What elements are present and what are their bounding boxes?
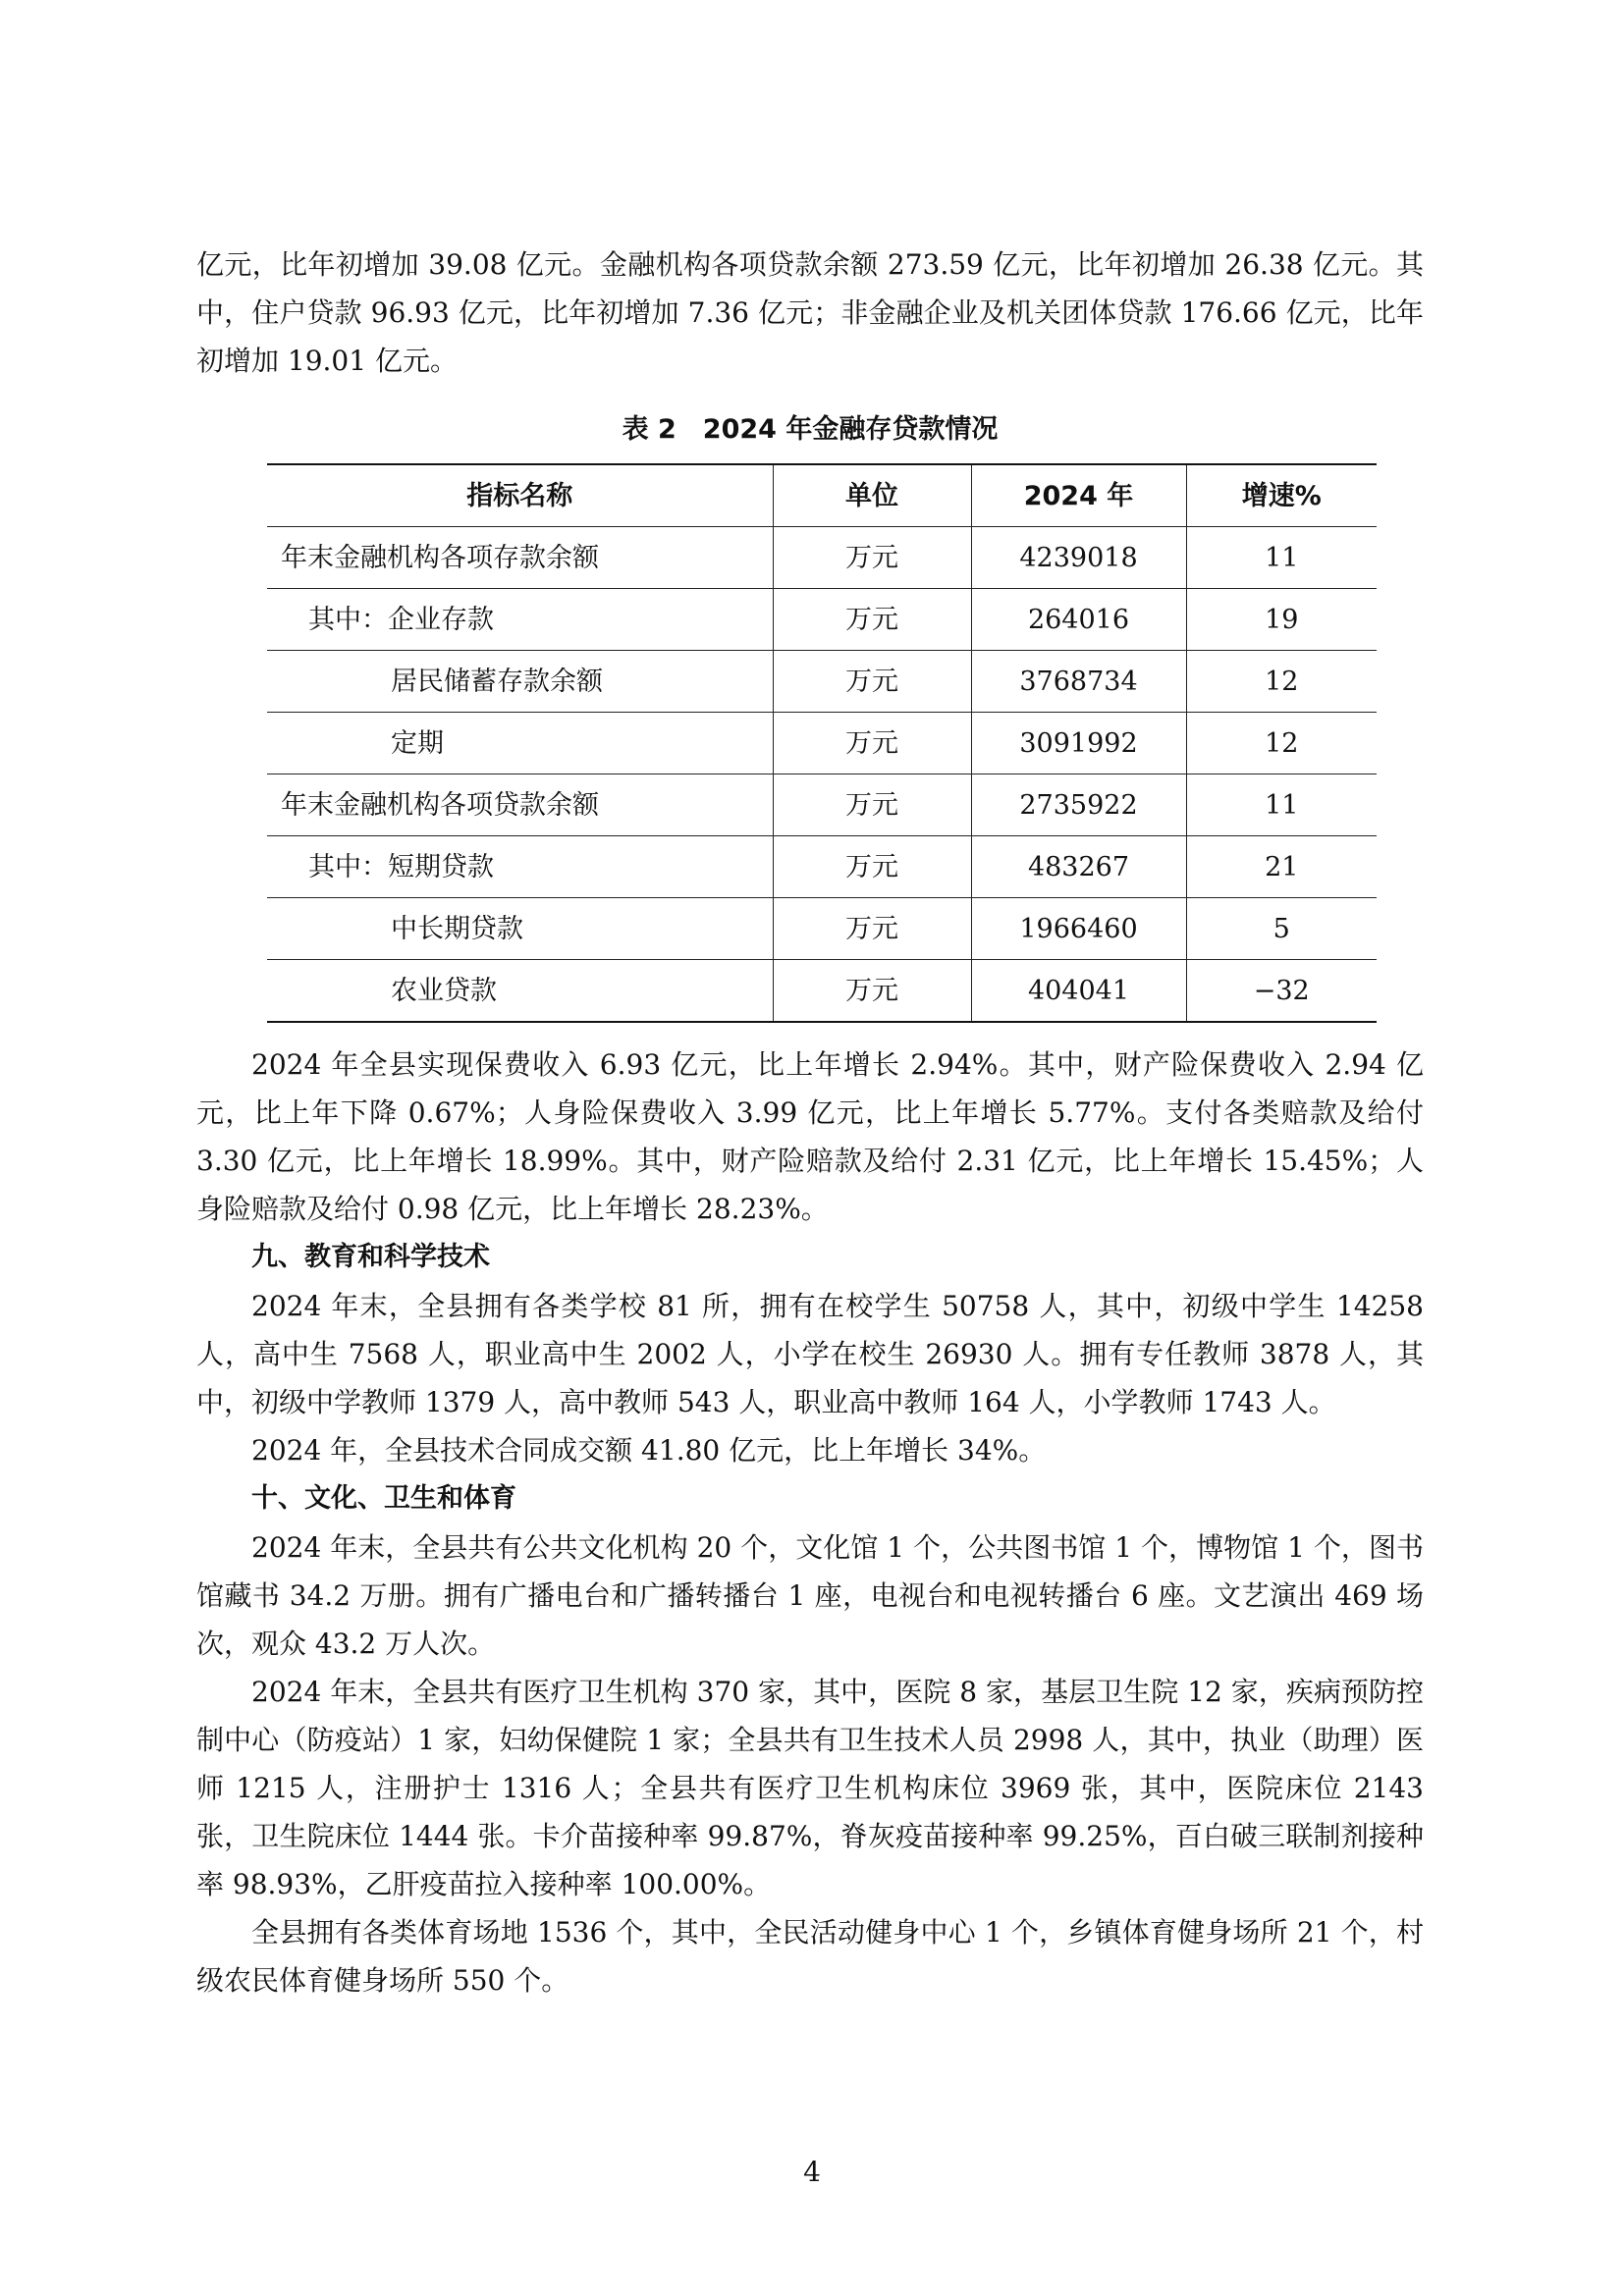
section-heading-education: 九、教育和科学技术 <box>251 1242 490 1272</box>
paragraph-deposits-loans: 亿元，比年初增加 39.08 亿元。金融机构各项贷款余额 273.59 亿元，比年初增加 26.38 亿元。其中，住户贷款 96.93 亿元，比年初增加 7.36 亿元；非金融企业及机关团体贷款 176.66 亿元，比年初增加 19.01 亿元。 <box>196 248 1424 377</box>
table-row <box>267 651 1377 713</box>
table-title: 表 2 2024 年金融存贷款情况 <box>622 414 999 445</box>
page-content <box>196 240 1424 2004</box>
cell-value: 2735922 <box>971 774 1186 836</box>
cell-indicator: 其中：企业存款 <box>267 589 773 651</box>
cell-value: 404041 <box>971 960 1186 1023</box>
cell-value: 264016 <box>971 589 1186 651</box>
cell-indicator: 其中：短期贷款 <box>267 836 773 898</box>
table-row <box>267 960 1377 1023</box>
cell-growth: 12 <box>1186 713 1377 774</box>
header-growth: 增速% <box>1186 464 1377 527</box>
cell-growth: 12 <box>1186 651 1377 713</box>
cell-growth: 11 <box>1186 774 1377 836</box>
paragraph-culture: 2024 年末，全县共有公共文化机构 20 个，文化馆 1 个，公共图书馆 1 个，博物馆 1 个，图书馆藏书 34.2 万册。拥有广播电台和广播转播台 1 座，电视台和电视转播台 6 座。文艺演出 469 场次，观众 43.2 万人次。 <box>196 1531 1424 1660</box>
paragraph-sports: 全县拥有各类体育场地 1536 个，其中，全民活动健身中心 1 个，乡镇体育健身场所 21 个，村级农民体育健身场所 550 个。 <box>196 1916 1424 1997</box>
table-row <box>267 774 1377 836</box>
cell-growth: 21 <box>1186 836 1377 898</box>
cell-value: 3091992 <box>971 713 1186 774</box>
table-row <box>267 589 1377 651</box>
cell-unit: 万元 <box>773 589 971 651</box>
header-year: 2024 年 <box>971 464 1186 527</box>
cell-value: 483267 <box>971 836 1186 898</box>
paragraph-tech-contracts: 2024 年，全县技术合同成交额 41.80 亿元，比上年增长 34%。 <box>251 1434 1047 1467</box>
cell-value: 3768734 <box>971 651 1186 713</box>
paragraph-insurance: 2024 年全县实现保费收入 6.93 亿元，比上年增长 2.94%。其中，财产险保费收入 2.94 亿元，比上年下降 0.67%；人身险保费收入 3.99 亿元，比上年增长 5.77%。支付各类赔款及给付 3.30 亿元，比上年增长 18.99%。其中，财产险赔款及给付 2.31 亿元，比上年增长 15.45%；人身险赔款及给付 0.98 亿元，比上年增长 28.23%。 <box>196 1048 1424 1225</box>
table-header-row <box>267 464 1377 527</box>
header-indicator: 指标名称 <box>267 464 773 527</box>
paragraph-health: 2024 年末，全县共有医疗卫生机构 370 家，其中，医院 8 家，基层卫生院 12 家，疾病预防控制中心（防疫站）1 家，妇幼保健院 1 家；全县共有卫生技术人员 2998 人，其中，执业（助理）医师 1215 人，注册护士 1316 人；全县共有医疗卫生机构床位 3969 张，其中，医院床位 2143 张，卫生院床位 1444 张。卡介苗接种率 99.87%，脊灰疫苗接种率 99.25%，百白破三联制剂接种率 98.93%，乙肝疫苗拉入接种率 100.00%。 <box>196 1676 1424 1900</box>
finance-table <box>267 463 1377 1023</box>
cell-indicator: 年末金融机构各项贷款余额 <box>267 774 773 836</box>
cell-growth: 19 <box>1186 589 1377 651</box>
section-heading-culture-health-sports: 十、文化、卫生和体育 <box>251 1483 516 1514</box>
cell-indicator: 居民储蓄存款余额 <box>267 651 773 713</box>
paragraph-schools: 2024 年末，全县拥有各类学校 81 所，拥有在校学生 50758 人，其中，初级中学生 14258 人，高中生 7568 人，职业高中生 2002 人，小学在校生 26930 人。拥有专任教师 3878 人，其中，初级中学教师 1379 人，高中教师 543 人，职业高中教师 164 人，小学教师 1743 人。 <box>196 1290 1424 1418</box>
cell-indicator: 年末金融机构各项存款余额 <box>267 527 773 589</box>
cell-unit: 万元 <box>773 713 971 774</box>
cell-unit: 万元 <box>773 960 971 1023</box>
cell-unit: 万元 <box>773 898 971 960</box>
table-row <box>267 898 1377 960</box>
table-row <box>267 836 1377 898</box>
cell-growth: 11 <box>1186 527 1377 589</box>
cell-growth: 5 <box>1186 898 1377 960</box>
cell-unit: 万元 <box>773 836 971 898</box>
cell-value: 1966460 <box>971 898 1186 960</box>
cell-unit: 万元 <box>773 527 971 589</box>
cell-unit: 万元 <box>773 774 971 836</box>
cell-indicator: 定期 <box>267 713 773 774</box>
page-number: 4 <box>803 2156 821 2188</box>
header-unit: 单位 <box>773 464 971 527</box>
cell-indicator: 中长期贷款 <box>267 898 773 960</box>
cell-unit: 万元 <box>773 651 971 713</box>
cell-value: 4239018 <box>971 527 1186 589</box>
table-row <box>267 527 1377 589</box>
cell-growth: −32 <box>1186 960 1377 1023</box>
table-row <box>267 713 1377 774</box>
cell-indicator: 农业贷款 <box>267 960 773 1023</box>
